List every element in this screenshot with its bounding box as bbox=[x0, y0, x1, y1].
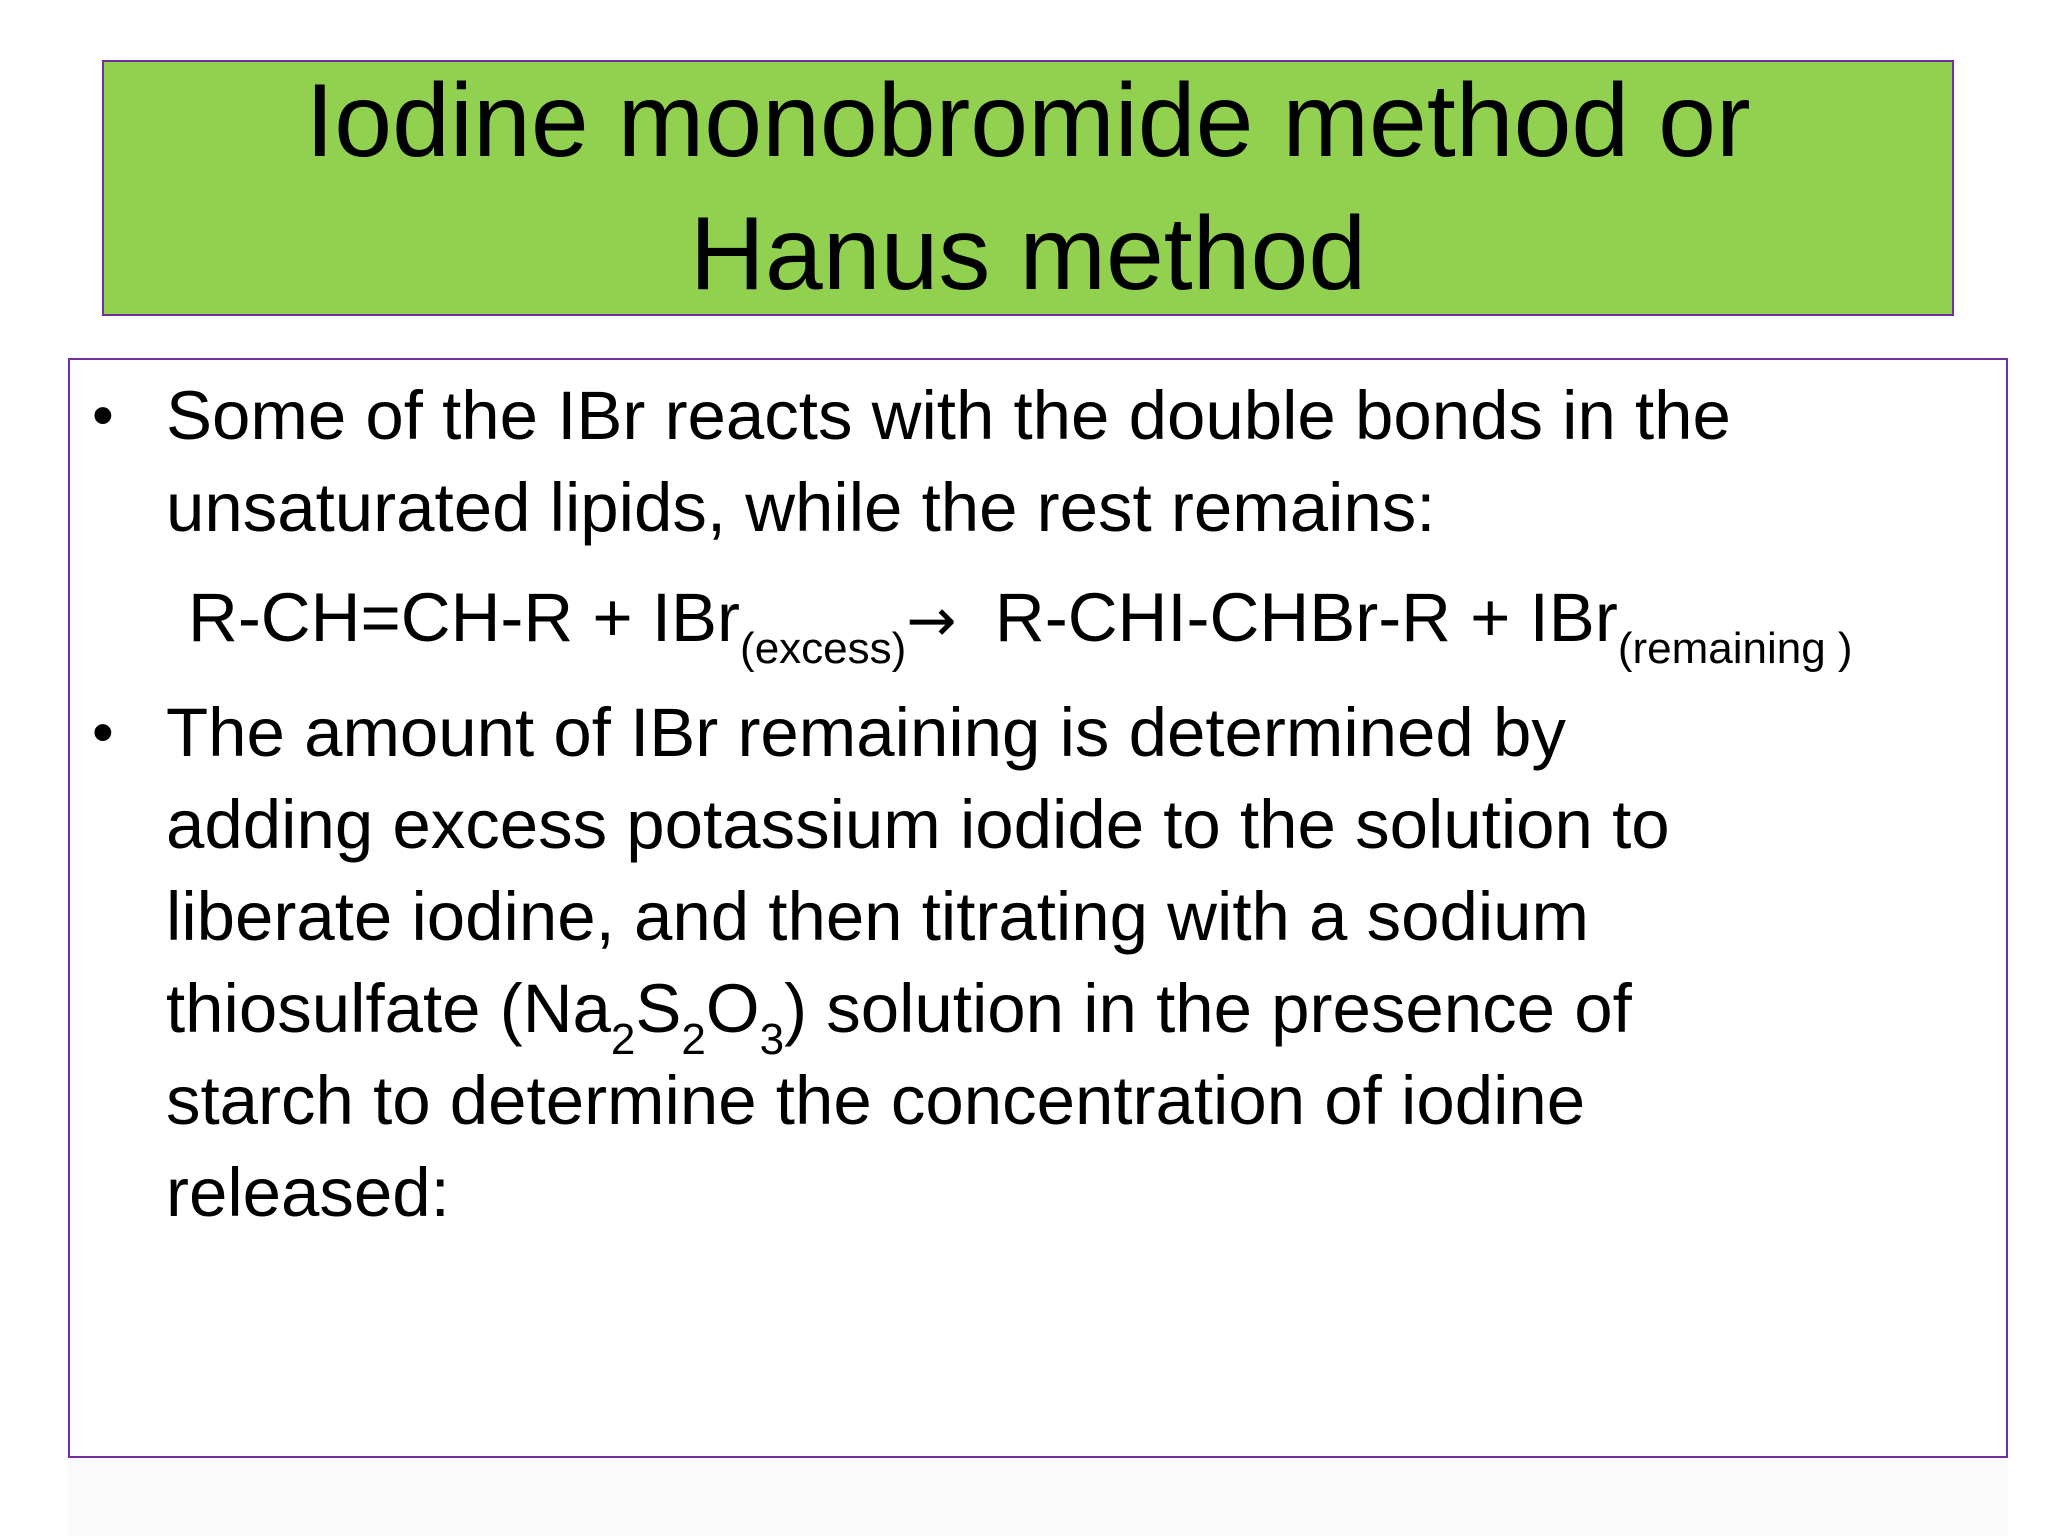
bullet-dot-icon: • bbox=[92, 698, 114, 767]
bullet-line: unsaturated lipids, while the rest remains: bbox=[166, 469, 1436, 546]
bullet-line: released: bbox=[166, 1154, 450, 1231]
equation-products: R-CHI-CHBr-R + IBr bbox=[994, 579, 1618, 656]
bullet-line: adding excess potassium iodide to the solution to bbox=[166, 786, 1670, 863]
content-box bbox=[68, 358, 2008, 1458]
formula-subscript: 3 bbox=[759, 1015, 785, 1064]
equation-reactants: R-CH=CH-R + IBr bbox=[188, 579, 741, 656]
bullet-line: liberate iodine, and then titrating with a sodium bbox=[166, 878, 1590, 955]
bullet-line: The amount of IBr remaining is determined by bbox=[166, 694, 1566, 771]
bullet-line: Some of the IBr reacts with the double bonds in the bbox=[166, 377, 1731, 454]
bullet-formula-line bbox=[166, 963, 2006, 1064]
formula-text: thiosulfate (Na bbox=[166, 970, 611, 1047]
slide-title-line-1: Iodine monobromide method or bbox=[305, 63, 1751, 179]
bullet-line: starch to determine the concentration of iodine bbox=[166, 1062, 1586, 1139]
bottom-strip bbox=[68, 1458, 2008, 1536]
slide-title-box bbox=[102, 60, 1954, 316]
equation-product-subscript: (remaining ) bbox=[1617, 624, 1853, 673]
equation-reactant-subscript: (excess) bbox=[740, 624, 907, 673]
bullet-dot-icon: • bbox=[92, 381, 114, 450]
reaction-arrow-icon: → bbox=[906, 586, 957, 656]
slide-title-line-2: Hanus method bbox=[689, 196, 1367, 312]
bullet-text bbox=[166, 687, 2006, 1239]
reaction-equation bbox=[188, 572, 1853, 673]
bullet-text bbox=[166, 370, 2006, 554]
formula-text: ) solution in the presence of bbox=[784, 970, 1632, 1047]
formula-subscript: 2 bbox=[681, 1015, 706, 1064]
formula-text: O bbox=[705, 970, 760, 1047]
formula-text: S bbox=[635, 970, 682, 1047]
formula-subscript: 2 bbox=[610, 1015, 636, 1064]
